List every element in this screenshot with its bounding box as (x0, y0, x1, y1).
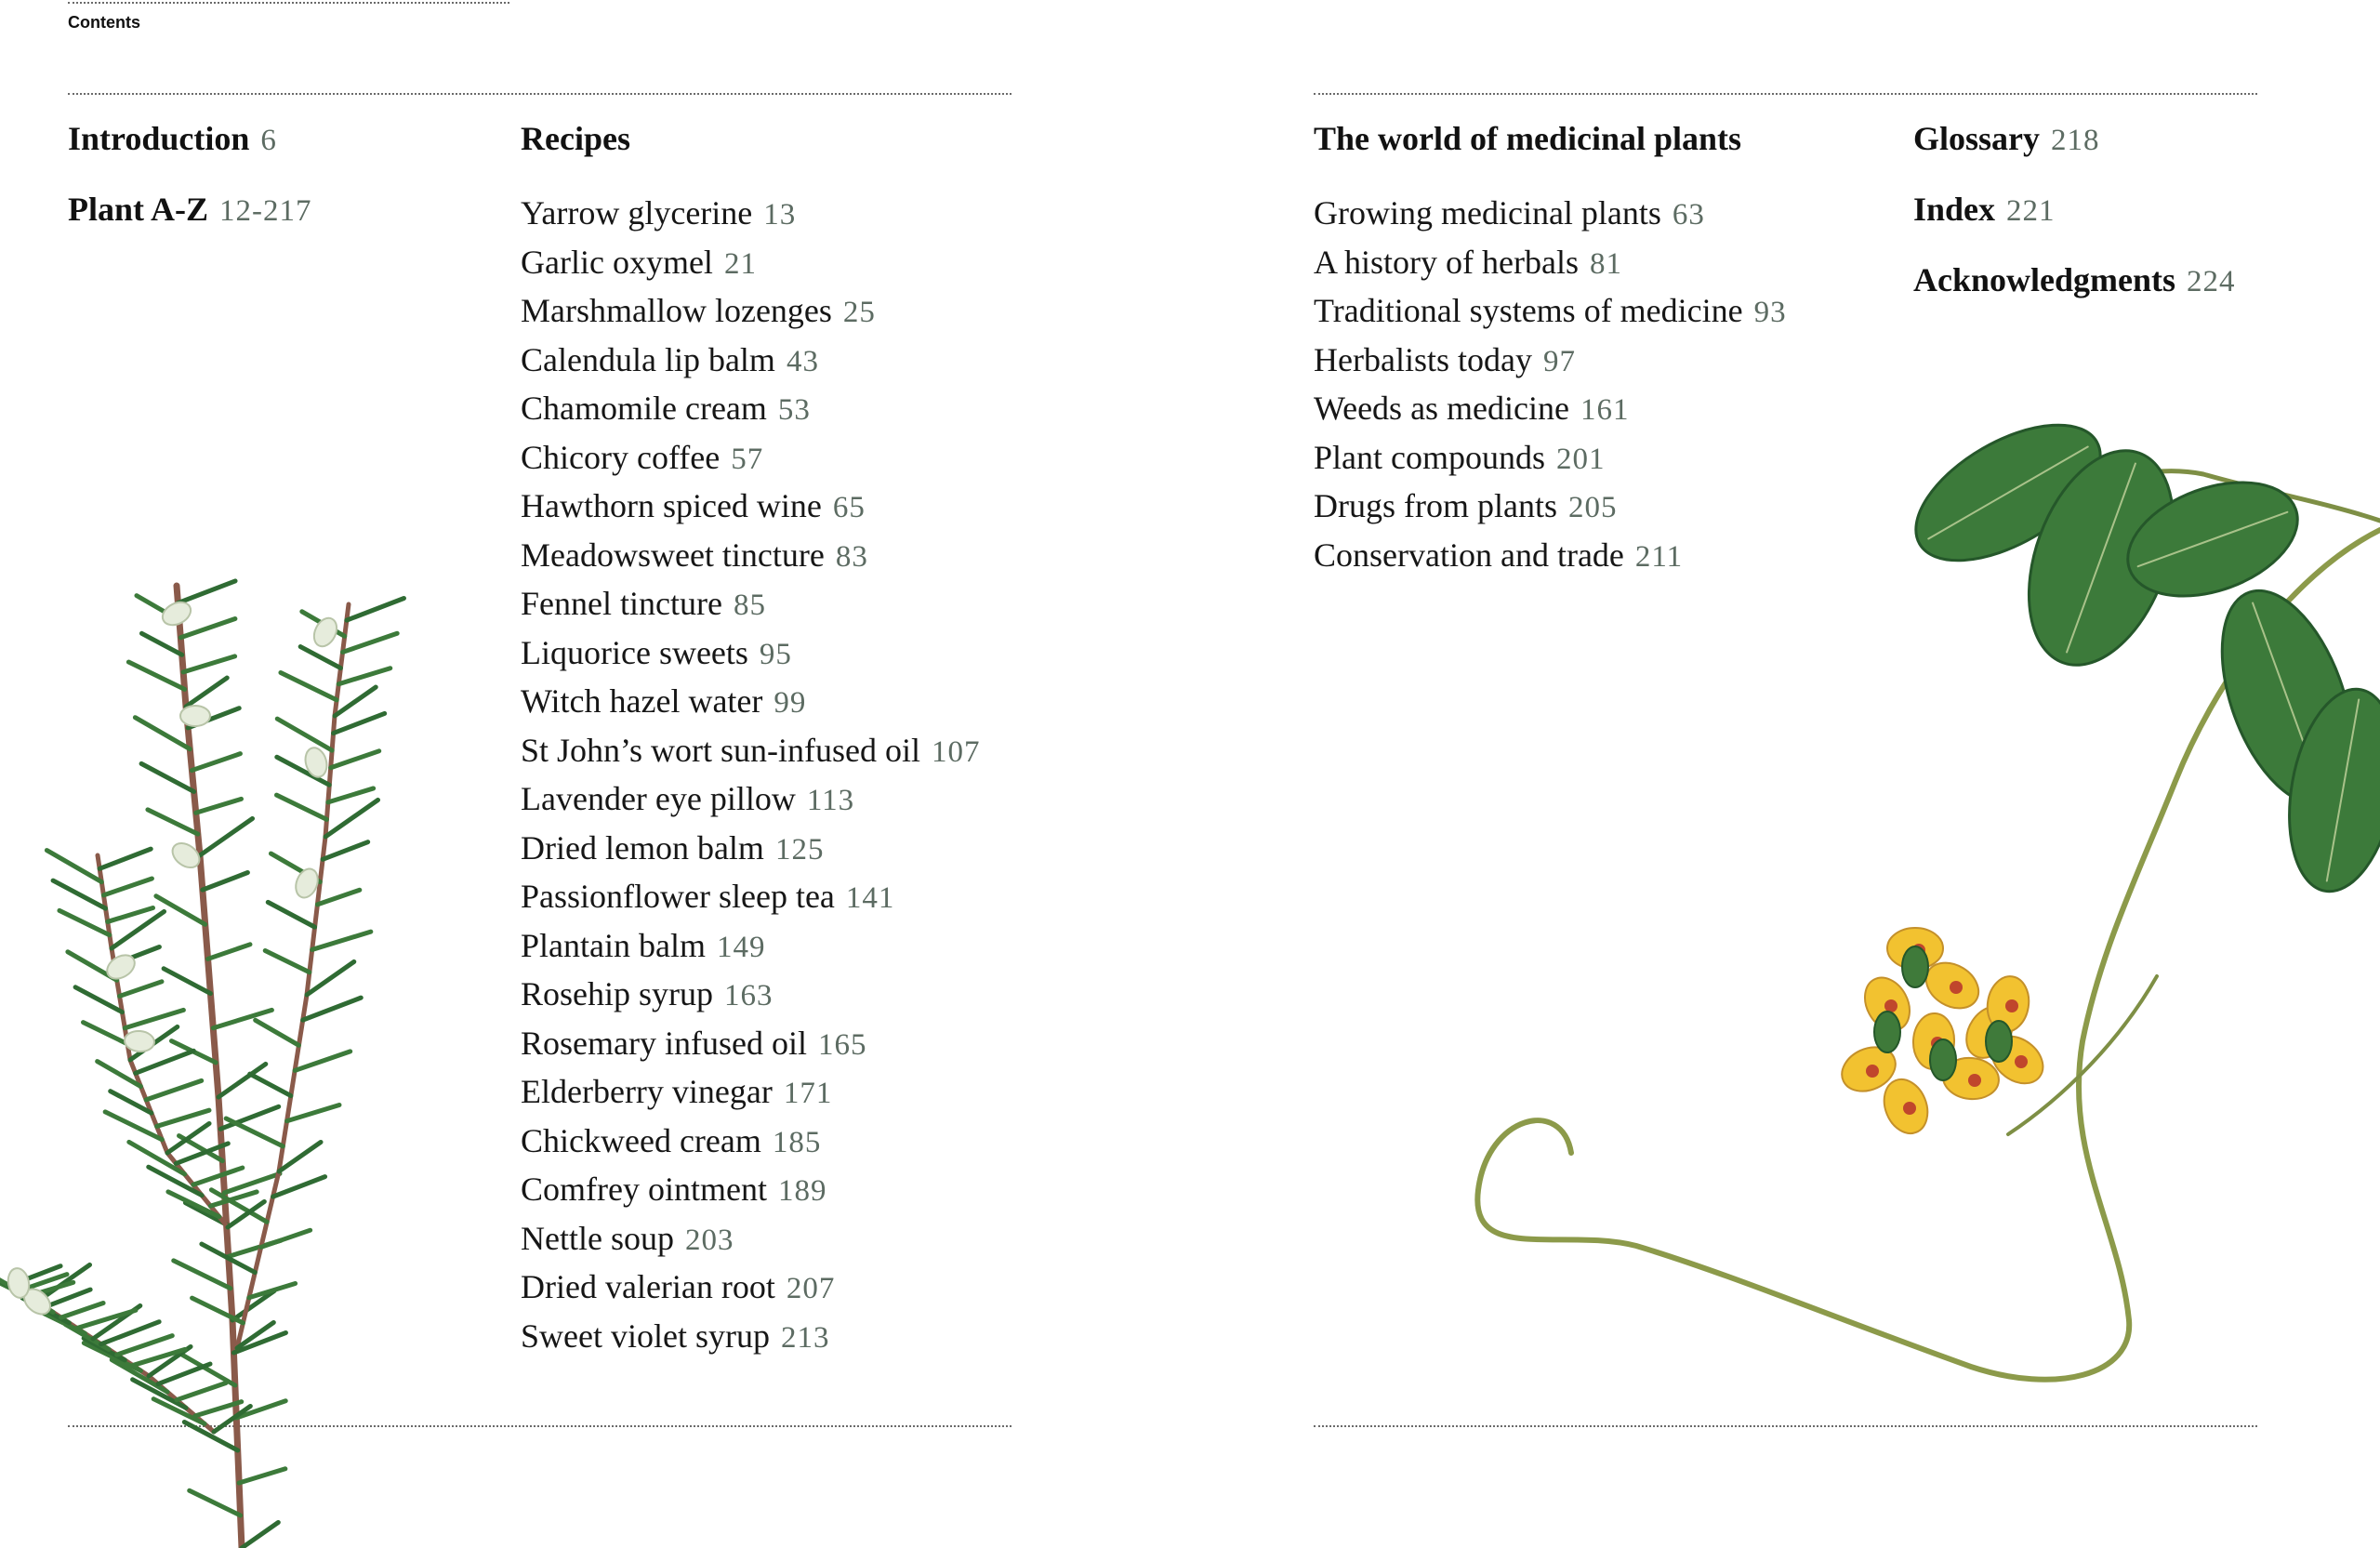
toc-entry-index[interactable] (1913, 190, 2236, 260)
toc-entry[interactable] (521, 385, 981, 434)
rosemary-leaf (317, 890, 359, 905)
entry-title: Plantain balm (521, 926, 706, 964)
toc-entry[interactable] (521, 922, 981, 972)
toc-entry[interactable] (521, 629, 981, 679)
page-number: 93 (1753, 296, 1787, 329)
rosemary-leaf (343, 633, 398, 652)
rosemary-leaf (249, 1284, 296, 1298)
entry-title: Conservation and trade (1314, 536, 1624, 574)
rosemary-leaf (228, 1201, 264, 1227)
entry-title: Nettle soup (521, 1219, 674, 1257)
page-number: 65 (832, 491, 866, 524)
toc-entry[interactable] (1314, 483, 1787, 532)
toc-entry[interactable] (521, 287, 981, 337)
toc-entry-acknowledgments[interactable] (1913, 260, 2236, 299)
recipes-list (521, 190, 981, 1361)
entry-title: Garlic oxymel (521, 243, 713, 281)
page-number: 161 (1580, 393, 1630, 427)
rosemary-leaf (77, 1310, 136, 1328)
rosemary-leaf (178, 581, 235, 603)
entry-title: St John’s wort sun-infused oil (521, 731, 921, 769)
entry-title: Marshmallow lozenges (521, 292, 832, 329)
page-number: 25 (842, 296, 876, 329)
page-number: 213 (780, 1320, 830, 1355)
toc-entry[interactable] (521, 337, 981, 386)
page-number: 171 (783, 1077, 833, 1110)
entry-title: Liquorice sweets (521, 633, 748, 671)
rosemary-leaf (242, 1522, 278, 1548)
toc-entry[interactable] (1314, 337, 1787, 386)
page-number: 203 (684, 1223, 734, 1257)
vine-bud (1986, 1021, 2012, 1062)
rosemary-leaf (164, 969, 210, 994)
page-number: 224 (2187, 265, 2236, 298)
entry-title: Dried lemon balm (521, 828, 764, 867)
rosemary-leaf (193, 1168, 243, 1184)
toc-entry-introduction[interactable] (68, 119, 312, 190)
rosemary-leaf (347, 598, 404, 620)
rosemary-flower (159, 598, 195, 629)
entry-title: A history of herbals (1314, 243, 1579, 281)
rosemary-leaf (281, 672, 337, 699)
page-number: 95 (759, 637, 792, 671)
rosemary-leaf (334, 713, 385, 733)
rosemary-leaf (192, 1298, 244, 1323)
rosemary-leaf (179, 1354, 235, 1386)
toc-entry[interactable] (521, 483, 981, 532)
rosemary-leaf (200, 818, 253, 855)
rosemary-leaf (61, 1303, 103, 1318)
entry-title: Witch hazel water (521, 682, 763, 720)
toc-entry[interactable] (521, 727, 981, 776)
entry-title: Drugs from plants (1314, 487, 1557, 524)
rosemary-leaf (277, 719, 332, 750)
rosemary-leaf (158, 1364, 210, 1384)
rosemary-leaf (177, 1383, 226, 1399)
rosemary-flower (180, 706, 210, 726)
page-number: 97 (1542, 344, 1576, 378)
rosemary-leaf (265, 950, 310, 972)
rosemary-leaf (190, 1490, 241, 1515)
toc-entry[interactable] (1314, 190, 1787, 239)
toc-entry[interactable] (521, 678, 981, 727)
toc-entry[interactable] (521, 1118, 981, 1167)
rosemary-leaf (273, 1177, 325, 1197)
page-number: 63 (1672, 198, 1705, 232)
page-number: 189 (777, 1174, 827, 1208)
entry-title: Acknowledgments (1913, 261, 2176, 298)
rosemary-leaf (250, 1074, 291, 1095)
entry-title: Dried valerian root (521, 1268, 775, 1305)
rosemary-leaf (186, 678, 227, 707)
toc-entry-plant-a-z[interactable] (68, 190, 312, 229)
page-number: 211 (1634, 539, 1684, 574)
entry-title: Meadowsweet tincture (521, 536, 825, 574)
rosemary-leaf (303, 998, 362, 1020)
rosemary-leaf (141, 633, 181, 655)
rosemary-leaf (287, 1105, 339, 1120)
page-number: 149 (716, 930, 766, 964)
page-number: 125 (774, 832, 825, 867)
rosemary-leaf (268, 902, 314, 927)
rosemary-leaf (192, 754, 240, 771)
toc-entry[interactable] (521, 825, 981, 874)
page-number: 85 (733, 589, 766, 622)
toc-entry[interactable] (521, 239, 981, 288)
page-number: 53 (777, 393, 811, 427)
rosemary-leaf (261, 1230, 311, 1247)
rosemary-leaf (157, 1110, 209, 1126)
rosemary-leaf (323, 842, 368, 860)
rosemary-leaf (136, 1051, 194, 1073)
entry-title: Passionflower sleep tea (521, 878, 835, 915)
page-number: 12-217 (219, 194, 312, 228)
toc-entry[interactable] (1314, 532, 1787, 581)
vine-flower-center (1884, 999, 1897, 1012)
rosemary-leaf (117, 1336, 173, 1356)
rosemary-leaf (180, 619, 235, 638)
toc-entry[interactable] (521, 1264, 981, 1313)
rosemary-leaf (196, 799, 242, 813)
toc-entry[interactable] (1314, 239, 1787, 288)
entry-title: Chamomile cream (521, 390, 767, 427)
toc-entry[interactable] (521, 1068, 981, 1118)
toc-entry[interactable] (521, 190, 981, 239)
rosemary-leaf (184, 1422, 237, 1450)
rosemary-leaf (135, 718, 190, 749)
rosemary-leaf (256, 1020, 299, 1045)
rosemary-leaf (277, 795, 327, 819)
vine-bud (1902, 946, 1928, 987)
toc-entry[interactable] (1314, 434, 1787, 483)
page-number: 185 (772, 1125, 822, 1159)
page-number: 165 (817, 1027, 867, 1062)
vine-bud (1930, 1039, 1956, 1080)
rosemary-leaf (208, 945, 250, 959)
left-top-rule (68, 93, 1012, 95)
rosemary-leaf (328, 788, 374, 802)
page-number: 107 (932, 734, 981, 769)
entry-title: Elderberry vinegar (521, 1073, 773, 1110)
rosemary-leaf (183, 656, 234, 672)
recipes-section (521, 119, 981, 1361)
rosemary-leaf (120, 982, 162, 997)
entry-title: Rosehip syrup (521, 975, 713, 1012)
world-list (1314, 190, 1787, 580)
vine-flower-center (1903, 1102, 1916, 1115)
page-number: 218 (2051, 124, 2100, 157)
top-rule (68, 2, 509, 4)
entry-title: Calendula lip balm (521, 340, 775, 378)
page-number: 81 (1589, 246, 1622, 281)
page-number: 21 (723, 246, 757, 281)
rosemary-leaf (239, 1469, 285, 1483)
entry-title: Hawthorn spiced wine (521, 487, 822, 524)
vine-bud (1874, 1012, 1900, 1052)
rosemary-leaf (75, 987, 122, 1012)
rosemary-leaf (108, 908, 153, 922)
toc-entry[interactable] (1314, 287, 1787, 337)
page-number: 207 (786, 1272, 836, 1305)
rosemary-leaf (325, 800, 378, 837)
toc-entry[interactable] (1314, 385, 1787, 434)
vine-flower-center (1968, 1074, 1981, 1087)
rosemary-leaf (338, 668, 390, 684)
back-matter-section (1913, 119, 2236, 299)
rosemary-leaf (53, 880, 106, 908)
entry-title: Introduction (68, 120, 250, 157)
page-number: 13 (763, 198, 797, 232)
recipes-heading: Recipes (521, 120, 630, 157)
rosemary-leaf (60, 910, 110, 934)
entry-title: Index (1913, 191, 1996, 228)
rosemary-leaf (103, 879, 152, 895)
entry-title: Comfrey ointment (521, 1171, 767, 1208)
rosemary-leaf (128, 662, 184, 689)
entry-title: Growing medicinal plants (1314, 194, 1661, 232)
entry-title: Sweet violet syrup (521, 1316, 770, 1355)
rosemary-leaf (312, 932, 371, 949)
toc-entry[interactable] (521, 775, 981, 825)
rosemary-leaf (226, 1118, 283, 1146)
entry-title: Yarrow glycerine (521, 194, 753, 232)
page-number: 99 (774, 686, 807, 720)
vine-flower-center (2005, 999, 2018, 1012)
toc-entry-glossary[interactable] (1913, 119, 2236, 190)
toc-entry[interactable] (521, 971, 981, 1020)
entry-title: Herbalists today (1314, 340, 1532, 378)
toc-entry[interactable] (521, 1020, 981, 1069)
toc-entry[interactable] (521, 532, 981, 581)
rosemary-leaf (331, 751, 379, 768)
page-number: 57 (731, 442, 764, 476)
vine-flower-center (2015, 1055, 2028, 1068)
world-section (1314, 119, 1787, 580)
running-head: Contents (68, 13, 140, 32)
vine-flower-center (1950, 981, 1963, 994)
world-heading: The world of medicinal plants (1314, 120, 1742, 157)
rosemary-leaf (84, 1023, 128, 1044)
entry-title: Fennel tincture (521, 585, 722, 622)
rosemary-leaf (174, 1261, 231, 1289)
entry-title: Traditional systems of medicine (1314, 292, 1743, 329)
rosemary-leaf (99, 849, 151, 868)
right-bottom-rule (1314, 1425, 2257, 1427)
page-number: 113 (806, 784, 855, 817)
entry-title: Chickweed cream (521, 1121, 761, 1159)
page-number: 163 (724, 979, 774, 1012)
rosemary-leaf (295, 1052, 350, 1071)
rosemary-leaf (46, 851, 101, 882)
rosemary-leaf (141, 763, 194, 791)
toc-entry[interactable] (521, 1313, 981, 1362)
toc-entry[interactable] (521, 1215, 981, 1264)
rosemary-leaf (146, 1080, 202, 1100)
toc-entry[interactable] (521, 434, 981, 483)
page-number: 43 (786, 344, 819, 378)
page-number: 201 (1556, 442, 1606, 476)
entry-title: Glossary (1913, 120, 2041, 157)
rosemary-leaf (224, 1173, 280, 1193)
entry-title: Plant compounds (1314, 438, 1545, 476)
entry-title: Chicory coffee (521, 438, 721, 476)
rosemary-leaf (125, 1010, 183, 1027)
main-sections (68, 119, 312, 229)
entry-title: Rosemary infused oil (521, 1024, 807, 1062)
right-top-rule (1314, 93, 2257, 95)
rosemary-leaf (148, 810, 198, 834)
page-number: 6 (260, 124, 277, 157)
rosemary-leaf (307, 961, 354, 995)
page-number: 141 (845, 881, 895, 915)
rosemary-leaf (335, 687, 376, 716)
page-number: 205 (1567, 491, 1618, 524)
page-number: 221 (2006, 194, 2056, 228)
toc-entry[interactable] (521, 580, 981, 629)
entry-title: Plant A-Z (68, 191, 209, 228)
rosemary-illustration (0, 576, 521, 1548)
toc-entry[interactable] (521, 873, 981, 922)
rosemary-leaf (203, 873, 248, 891)
vine-flower-center (1866, 1065, 1879, 1078)
entry-title: Lavender eye pillow (521, 780, 796, 817)
toc-entry[interactable] (521, 1166, 981, 1215)
page-number: 83 (835, 539, 868, 574)
rosemary-leaf (300, 647, 340, 668)
entry-title: Weeds as medicine (1314, 390, 1569, 427)
